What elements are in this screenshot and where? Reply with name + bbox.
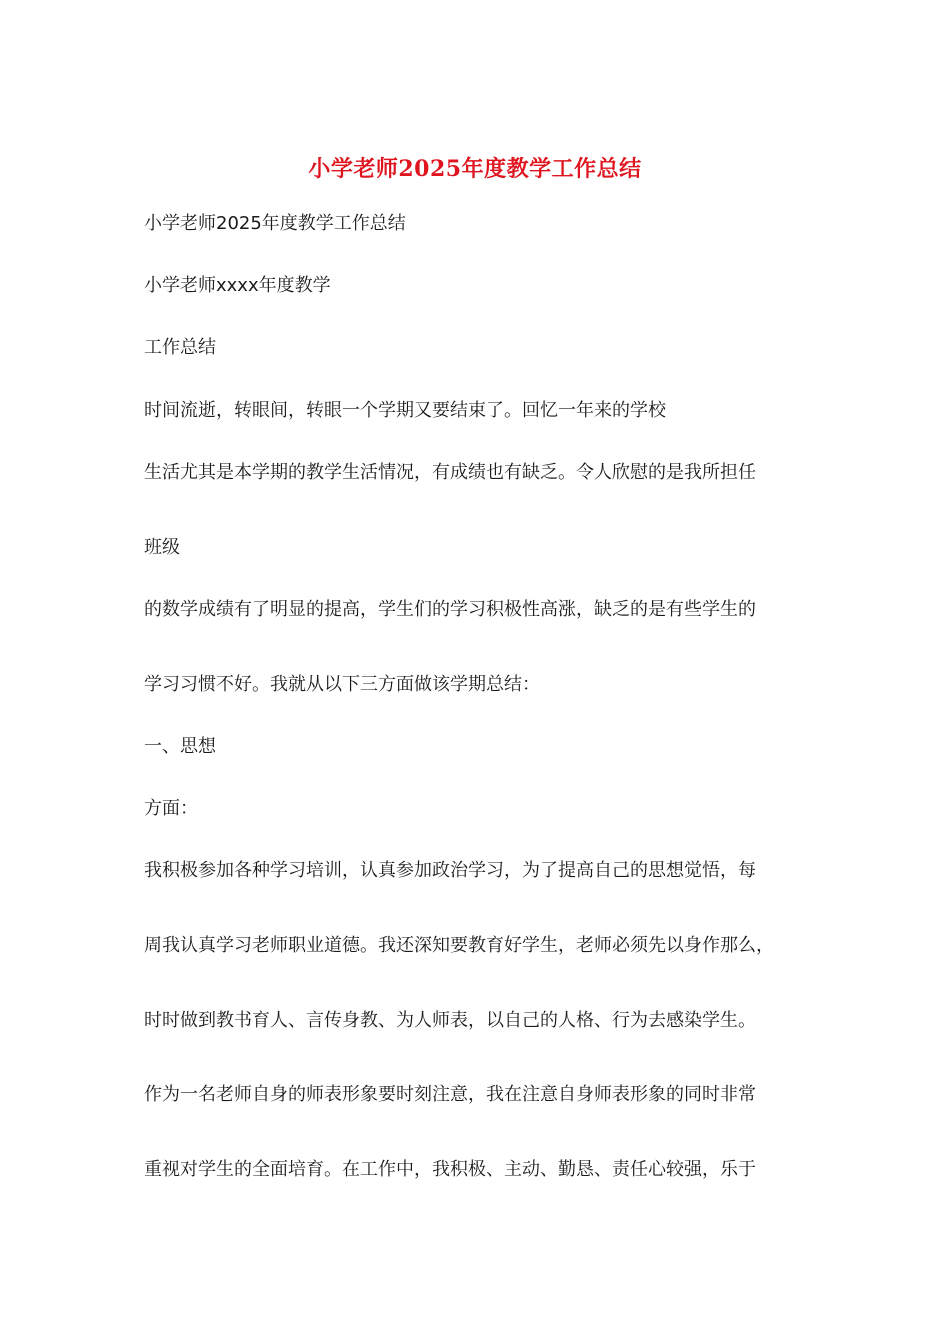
paragraph-line: 我积极参加各种学习培训，认真参加政治学习，为了提高自己的思想觉悟，每 bbox=[144, 860, 756, 881]
paragraph-line: 周我认真学习老师职业道德。我还深知要教育好学生，老师必须先以身作那么， bbox=[144, 935, 774, 956]
paragraph-line: 小学老师xxxx年度教学 bbox=[144, 275, 331, 296]
paragraph-line: 作为一名老师自身的师表形象要时刻注意，我在注意自身师表形象的同时非常 bbox=[144, 1084, 756, 1105]
paragraph-line: 工作总结 bbox=[144, 337, 216, 358]
paragraph-line: 时时做到教书育人、言传身教、为人师表，以自己的人格、行为去感染学生。 bbox=[144, 1010, 756, 1031]
paragraph-line: 班级 bbox=[144, 537, 180, 558]
paragraph-line: 生活尤其是本学期的教学生活情况，有成绩也有缺乏。令人欣慰的是我所担任 bbox=[144, 462, 756, 483]
paragraph-line: 时间流逝，转眼间，转眼一个学期又要结束了。回忆一年来的学校 bbox=[144, 400, 666, 421]
paragraph-line: 小学老师2025年度教学工作总结 bbox=[144, 213, 406, 234]
paragraph-line: 重视对学生的全面培育。在工作中，我积极、主动、勤恳、责任心较强，乐于 bbox=[144, 1159, 756, 1180]
paragraph-line: 一、思想 bbox=[144, 736, 216, 757]
paragraph-line: 学习习惯不好。我就从以下三方面做该学期总结： bbox=[144, 674, 540, 695]
paragraph-line: 的数学成绩有了明显的提高，学生们的学习积极性高涨，缺乏的是有些学生的 bbox=[144, 599, 756, 620]
paragraph-line: 方面： bbox=[144, 798, 198, 819]
document-title: 小学老师2025年度教学工作总结 bbox=[308, 156, 642, 182]
